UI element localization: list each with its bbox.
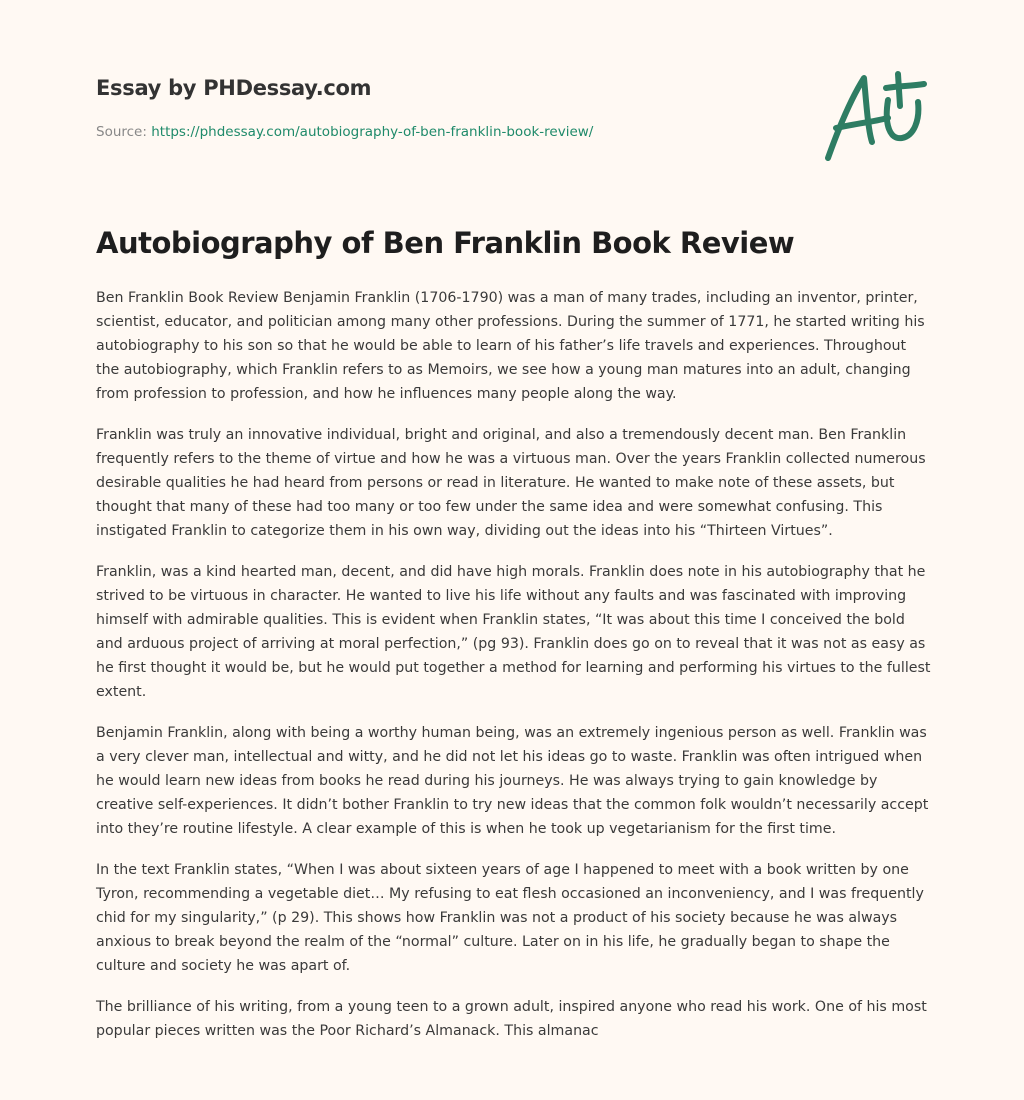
source-label: Source: [96,124,152,140]
page-title: Autobiography of Ben Franklin Book Review [96,226,795,260]
a-plus-logo-icon [820,70,930,165]
paragraph: Benjamin Franklin, along with being a worthy human being, was an extremely ingenious person as well. Franklin was a very clever man, intellectual and witty, and he did not let his ideas go to waste. Franklin was often intrigued when he would learn new ideas from books he read during his journeys. He was always trying to gain knowledge by creative self-experiences. It didn’t bother Franklin to try new ideas that the common folk wouldn’t necessarily accept into they’re routine lifestyle. A clear example of this is when he took up vegetarianism for the first time. [96,725,929,837]
paragraph: Ben Franklin Book Review Benjamin Franklin (1706-1790) was a man of many trades, including an inventor, printer, scientist, educator, and politician among many other professions. During the summer of 1771, he started writing his autobiography to his son so that he would be able to learn of his father’s life travels and experiences. Throughout the autobiography, which Franklin refers to as Memoirs, we see how a young man matures into an adult, changing from profession to profession, and how he influences many people along the way. [96,290,925,402]
site-brand: Essay by PHDessay.com [96,76,372,100]
paragraph: In the text Franklin states, “When I was about sixteen years of age I happened to meet with a book written by one Tyron, recommending a vegetable diet… My refusing to eat flesh occasioned an inconveniency, and I was frequently chid for my singularity,” (p 29). This shows how Franklin was not a product of his society because he was always anxious to break beyond the realm of the “normal” culture. Later on in his life, he gradually began to shape the culture and society he was apart of. [96,862,924,974]
paragraph: Franklin, was a kind hearted man, decent, and did have high morals. Franklin does note in his autobiography that he strived to be virtuous in character. He wanted to live his life without any faults and was fascinated with improving himself with admirable qualities. This is evident when Franklin states, “It was about this time I conceived the bold and arduous project of arriving at moral perfection,” (pg 93). Franklin does go on to reveal that it was not as easy as he first thought it would be, but he would put together a method for learning and performing his virtues to the fullest extent. [96,564,931,700]
essay-body [96,286,932,1060]
source-link[interactable]: https://phdessay.com/autobiography-of-ben-franklin-book-review/ [151,124,594,140]
source-line [96,124,593,140]
paragraph: Franklin was truly an innovative individual, bright and original, and also a tremendously decent man. Ben Franklin frequently refers to the theme of virtue and how he was a virtuous man. Over the years Franklin collected numerous desirable qualities he had heard from persons or read in literature. He wanted to make note of these assets, but thought that many of these had too many or too few under the same idea and were somewhat confusing. This instigated Franklin to categorize them in his own way, dividing out the ideas into his “Thirteen Virtues”. [96,427,926,539]
paragraph: The brilliance of his writing, from a young teen to a grown adult, inspired anyone who read his work. One of his most popular pieces written was the Poor Richard’s Almanack. This almanac [96,999,927,1039]
